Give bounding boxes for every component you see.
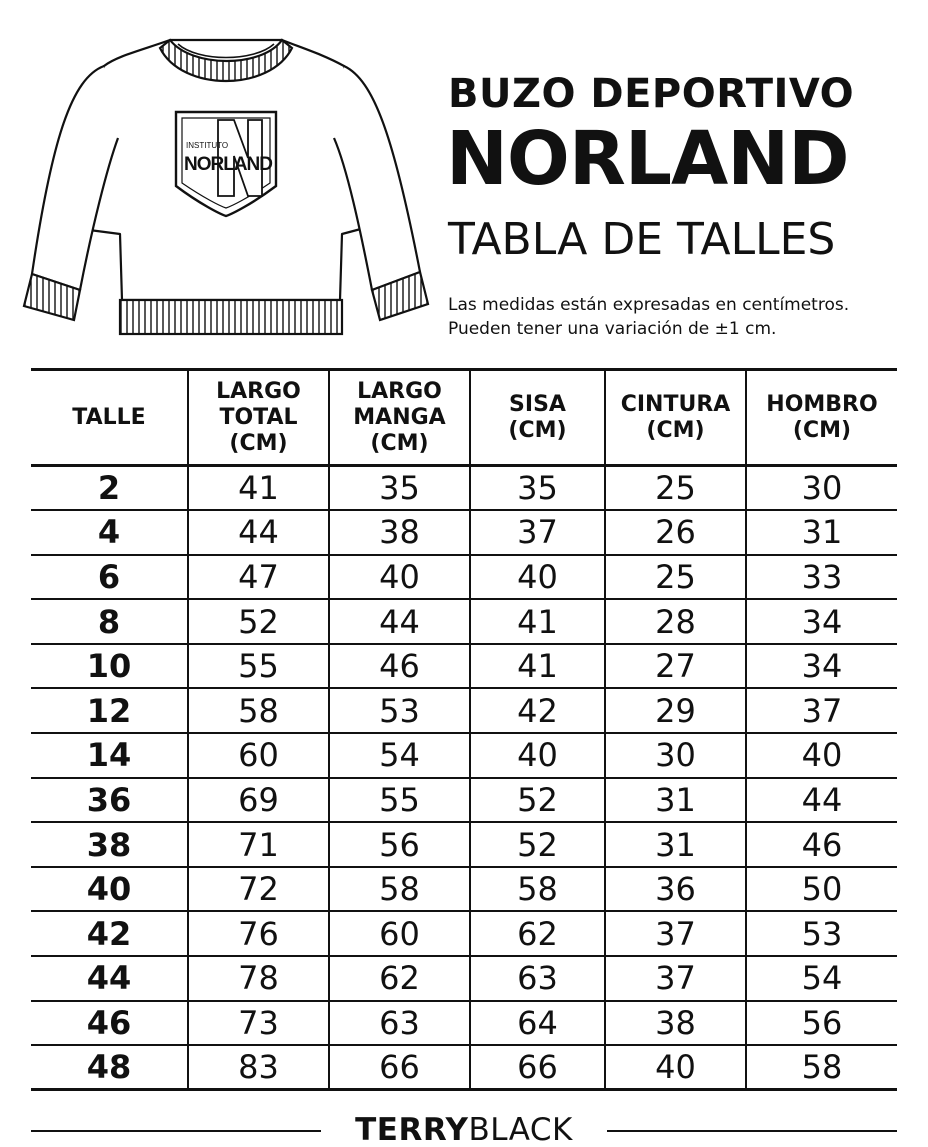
column-header-line: (CM)	[646, 417, 705, 443]
measurement-cell: 25	[605, 466, 746, 511]
measurement-cell: 66	[329, 1045, 470, 1090]
measurement-cell: 29	[605, 688, 746, 733]
size-cell: 4	[31, 510, 188, 555]
brand-bold: TERRY	[355, 1112, 469, 1147]
table-row	[31, 466, 897, 511]
measurement-cell: 34	[746, 644, 897, 689]
measurement-cell: 30	[746, 466, 897, 511]
measurement-cell: 71	[188, 822, 329, 867]
measurement-cell: 55	[329, 778, 470, 823]
column-header-line: (CM)	[370, 430, 429, 456]
measurement-cell: 30	[605, 733, 746, 778]
size-cell: 40	[31, 867, 188, 912]
size-cell: 14	[31, 733, 188, 778]
measurement-cell: 40	[746, 733, 897, 778]
measurement-cell: 47	[188, 555, 329, 600]
measurement-cell: 38	[605, 1001, 746, 1046]
size-table	[31, 368, 897, 1091]
sweatshirt-illustration	[22, 28, 432, 348]
column-header-line: SISA	[509, 391, 566, 417]
measurement-cell: 28	[605, 599, 746, 644]
measurement-cell: 69	[188, 778, 329, 823]
table-row	[31, 867, 897, 912]
measurement-cell: 56	[329, 822, 470, 867]
column-header	[746, 370, 897, 466]
measurement-cell: 41	[470, 644, 605, 689]
table-header-row	[31, 370, 897, 466]
footer-divider-left	[31, 1130, 321, 1132]
note-line-2: Pueden tener una variación de ±1 cm.	[448, 319, 777, 339]
measurement-cell: 83	[188, 1045, 329, 1090]
measurement-cell: 66	[470, 1045, 605, 1090]
measurement-cell: 41	[188, 466, 329, 511]
measurement-cell: 58	[746, 1045, 897, 1090]
size-cell: 2	[31, 466, 188, 511]
size-cell: 12	[31, 688, 188, 733]
table-row	[31, 956, 897, 1001]
measurement-cell: 31	[605, 778, 746, 823]
measurement-cell: 53	[329, 688, 470, 733]
size-cell: 46	[31, 1001, 188, 1046]
column-header-line: LARGO	[357, 378, 442, 404]
title-brand: NORLAND	[446, 116, 849, 202]
column-header-line: TOTAL	[219, 404, 298, 430]
brand-light: BLACK	[468, 1112, 573, 1147]
measurement-cell: 25	[605, 555, 746, 600]
table-row	[31, 822, 897, 867]
measurement-cell: 58	[470, 867, 605, 912]
column-header-line: TALLE	[72, 404, 146, 430]
measurement-cell: 55	[188, 644, 329, 689]
size-cell: 36	[31, 778, 188, 823]
column-header-line: LARGO	[216, 378, 301, 404]
measurement-cell: 62	[470, 911, 605, 956]
column-header-line: (CM)	[792, 417, 852, 443]
size-cell: 38	[31, 822, 188, 867]
measurement-cell: 46	[746, 822, 897, 867]
column-header	[188, 370, 329, 466]
table-row	[31, 778, 897, 823]
column-header	[31, 370, 188, 466]
measurement-cell: 31	[605, 822, 746, 867]
size-cell: 6	[31, 555, 188, 600]
column-header-line: CINTURA	[620, 391, 731, 417]
column-header	[329, 370, 470, 466]
size-cell: 42	[31, 911, 188, 956]
column-header-line: (CM)	[508, 417, 567, 443]
table-row	[31, 599, 897, 644]
measurement-cell: 76	[188, 911, 329, 956]
measurement-cell: 37	[470, 510, 605, 555]
measurement-cell: 63	[470, 956, 605, 1001]
column-header	[605, 370, 746, 466]
table-row	[31, 1045, 897, 1090]
measurement-cell: 58	[188, 688, 329, 733]
measurement-cell: 60	[188, 733, 329, 778]
title-product-type: BUZO DEPORTIVO	[448, 71, 855, 117]
measurement-cell: 52	[470, 778, 605, 823]
size-cell: 44	[31, 956, 188, 1001]
measurement-cell: 78	[188, 956, 329, 1001]
measurement-cell: 41	[470, 599, 605, 644]
measurement-cell: 54	[329, 733, 470, 778]
measurement-cell: 63	[329, 1001, 470, 1046]
measurement-cell: 64	[470, 1001, 605, 1046]
column-header-line: MANGA	[353, 404, 446, 430]
measurement-cell: 27	[605, 644, 746, 689]
measurement-cell: 31	[746, 510, 897, 555]
title-size-chart: TABLA DE TALLES	[448, 214, 836, 265]
size-cell: 48	[31, 1045, 188, 1090]
table-row	[31, 510, 897, 555]
measurement-cell: 60	[329, 911, 470, 956]
svg-text:INSTITUTO: INSTITUTO	[186, 141, 229, 150]
brand-wordmark	[320, 1110, 608, 1147]
table-row	[31, 1001, 897, 1046]
measurement-cell: 35	[470, 466, 605, 511]
measurement-cell: 73	[188, 1001, 329, 1046]
measurement-cell: 33	[746, 555, 897, 600]
measurement-cell: 37	[746, 688, 897, 733]
column-header-line: (CM)	[229, 430, 288, 456]
measurement-cell: 37	[605, 956, 746, 1001]
measurement-cell: 72	[188, 867, 329, 912]
measurement-cell: 40	[605, 1045, 746, 1090]
measurement-cell: 58	[329, 867, 470, 912]
measurement-cell: 52	[470, 822, 605, 867]
column-header-line: HOMBRO	[766, 391, 878, 417]
table-row	[31, 644, 897, 689]
measurement-cell: 52	[188, 599, 329, 644]
measurement-cell: 36	[605, 867, 746, 912]
measurement-cell: 54	[746, 956, 897, 1001]
measurement-cell: 44	[746, 778, 897, 823]
measurement-cell: 53	[746, 911, 897, 956]
footer-divider-right	[607, 1130, 897, 1132]
measurement-note	[448, 293, 918, 341]
measurement-cell: 38	[329, 510, 470, 555]
measurement-cell: 26	[605, 510, 746, 555]
measurement-cell: 44	[329, 599, 470, 644]
measurement-cell: 40	[470, 555, 605, 600]
measurement-cell: 46	[329, 644, 470, 689]
measurement-cell: 42	[470, 688, 605, 733]
measurement-cell: 56	[746, 1001, 897, 1046]
table-row	[31, 911, 897, 956]
measurement-cell: 62	[329, 956, 470, 1001]
size-table-container	[31, 368, 897, 1091]
size-cell: 10	[31, 644, 188, 689]
measurement-cell: 37	[605, 911, 746, 956]
table-row	[31, 688, 897, 733]
measurement-cell: 40	[470, 733, 605, 778]
measurement-cell: 44	[188, 510, 329, 555]
note-line-1: Las medidas están expresadas en centímetros.	[448, 295, 850, 315]
table-body	[31, 466, 897, 1090]
measurement-cell: 34	[746, 599, 897, 644]
column-header	[470, 370, 605, 466]
measurement-cell: 35	[329, 466, 470, 511]
measurement-cell: 50	[746, 867, 897, 912]
size-cell: 8	[31, 599, 188, 644]
measurement-cell: 40	[329, 555, 470, 600]
svg-text:NORLAND: NORLAND	[184, 154, 272, 175]
table-row	[31, 555, 897, 600]
table-row	[31, 733, 897, 778]
